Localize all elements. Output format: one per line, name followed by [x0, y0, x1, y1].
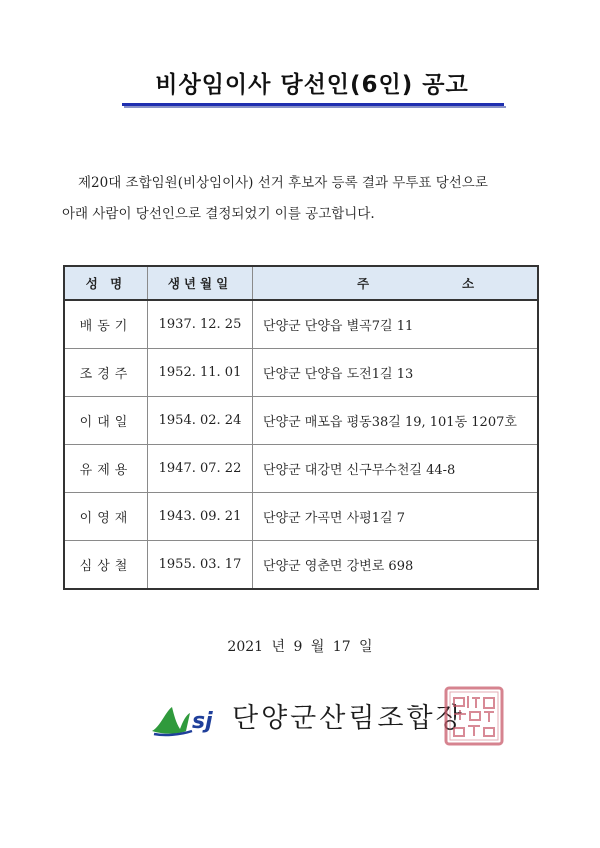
cell-address: 단양군 가곡면 사평1길 7 [253, 493, 539, 541]
table-row [64, 300, 538, 349]
cell-birth: 1952. 11. 01 [148, 349, 253, 397]
cell-name: 이대일 [64, 397, 148, 445]
header-address [253, 266, 539, 300]
title-underline-shadow [124, 106, 506, 108]
cell-name: 심상철 [64, 541, 148, 590]
cell-address: 단양군 매포읍 평동38길 19, 101동 1207호 [253, 397, 539, 445]
cell-birth: 1943. 09. 21 [148, 493, 253, 541]
page-title: 비상임이사 당선인(6인) 공고 [155, 72, 469, 98]
cell-name: 유제용 [64, 445, 148, 493]
org-name: 단양군산림조합장 [232, 703, 465, 734]
table-row [64, 445, 538, 493]
cell-birth: 1955. 03. 17 [148, 541, 253, 590]
cell-address: 단양군 영춘면 강변로 698 [253, 541, 539, 590]
notice-line-2: 아래 사람이 당선인으로 결정되었기 이를 공고합니다. [62, 206, 375, 222]
notice-line-1: 제20대 조합임원(비상임이사) 선거 후보자 등록 결과 무투표 당선으로 [78, 175, 488, 191]
cell-address: 단양군 단양읍 도전1길 13 [253, 349, 539, 397]
title-block [122, 70, 502, 100]
cell-birth: 1947. 07. 22 [148, 445, 253, 493]
cell-name: 배동기 [64, 300, 148, 349]
logo-text: sj [192, 709, 213, 734]
official-seal-icon [444, 686, 504, 746]
cell-birth: 1937. 12. 25 [148, 300, 253, 349]
table-row [64, 541, 538, 590]
table-row [64, 397, 538, 445]
cell-name: 이영재 [64, 493, 148, 541]
cell-address: 단양군 대강면 신구무수천길 44-8 [253, 445, 539, 493]
sj-logo-icon [150, 701, 226, 737]
notice-body [62, 168, 552, 230]
table-header-row [64, 266, 538, 300]
cell-name: 조경주 [64, 349, 148, 397]
table-row [64, 349, 538, 397]
header-birth: 생년월일 [148, 266, 253, 300]
cell-birth: 1954. 02. 24 [148, 397, 253, 445]
header-address-left: 주 [356, 276, 374, 291]
cell-address: 단양군 단양읍 별곡7길 11 [253, 300, 539, 349]
elected-table [63, 265, 539, 590]
notice-date: 2021 년 9 월 17 일 [227, 639, 373, 655]
header-address-right: 소 [461, 276, 479, 291]
table-row [64, 493, 538, 541]
header-name: 성 명 [64, 266, 148, 300]
